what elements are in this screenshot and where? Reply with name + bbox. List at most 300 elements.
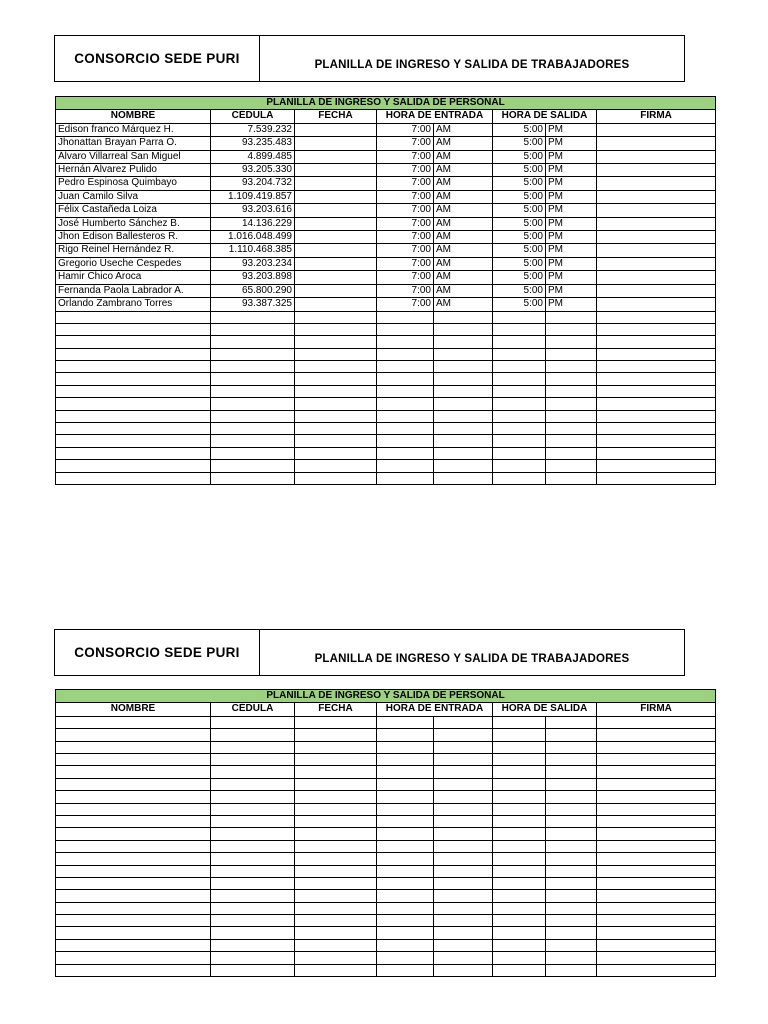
cell-nombre — [56, 336, 211, 348]
cell-entrada-ampm: AM — [434, 123, 493, 136]
cell-salida-ampm: PM — [546, 217, 597, 230]
empty-row — [56, 729, 716, 741]
cell-cedula: 14.136.229 — [211, 217, 295, 230]
cell-salida-ampm — [546, 778, 597, 790]
cell-nombre: Jhon Edison Ballesteros R. — [56, 231, 211, 244]
table-row — [56, 164, 716, 177]
empty-row — [56, 927, 716, 939]
empty-row — [56, 741, 716, 753]
cell-entrada: 7:00 — [377, 271, 434, 284]
cell-nombre — [56, 828, 211, 840]
cell-entrada-ampm: AM — [434, 190, 493, 203]
cell-salida-ampm — [546, 791, 597, 803]
empty-row — [56, 915, 716, 927]
cell-firma — [597, 231, 716, 244]
cell-salida — [493, 336, 546, 348]
cell-salida — [493, 803, 546, 815]
cell-entrada-ampm — [434, 964, 493, 976]
cell-nombre — [56, 398, 211, 410]
cell-entrada — [377, 927, 434, 939]
cell-nombre: Pedro Espinosa Quimbayo — [56, 177, 211, 190]
cell-salida-ampm: PM — [546, 298, 597, 311]
cell-entrada: 7:00 — [377, 298, 434, 311]
col-header-salida: HORA DE SALIDA — [493, 703, 597, 716]
cell-nombre — [56, 729, 211, 741]
cell-salida — [493, 828, 546, 840]
cell-entrada-ampm: AM — [434, 164, 493, 177]
cell-cedula — [211, 729, 295, 741]
sheet2-header — [54, 629, 685, 676]
cell-cedula — [211, 952, 295, 964]
cell-salida-ampm — [546, 435, 597, 447]
cell-entrada-ampm — [434, 791, 493, 803]
empty-row — [56, 828, 716, 840]
cell-cedula: 93.387.325 — [211, 298, 295, 311]
cell-nombre — [56, 952, 211, 964]
empty-row — [56, 791, 716, 803]
cell-firma — [597, 766, 716, 778]
cell-firma — [597, 204, 716, 217]
cell-cedula — [211, 766, 295, 778]
cell-cedula — [211, 890, 295, 902]
cell-firma — [597, 257, 716, 270]
table-row — [56, 244, 716, 257]
cell-firma — [597, 435, 716, 447]
cell-nombre: Hamir Chico Aroca — [56, 271, 211, 284]
cell-entrada — [377, 877, 434, 889]
cell-cedula — [211, 410, 295, 422]
cell-cedula — [211, 423, 295, 435]
cell-salida-ampm — [546, 815, 597, 827]
cell-entrada — [377, 815, 434, 827]
cell-entrada-ampm — [434, 865, 493, 877]
cell-firma — [597, 791, 716, 803]
cell-cedula: 93.203.616 — [211, 204, 295, 217]
cell-salida-ampm: PM — [546, 123, 597, 136]
cell-salida-ampm — [546, 853, 597, 865]
cell-nombre — [56, 373, 211, 385]
cell-nombre — [56, 753, 211, 765]
cell-firma — [597, 741, 716, 753]
cell-cedula: 7.539.232 — [211, 123, 295, 136]
cell-firma — [597, 716, 716, 728]
column-header-row — [56, 110, 716, 123]
cell-salida: 5:00 — [493, 244, 546, 257]
cell-nombre — [56, 361, 211, 373]
cell-fecha — [295, 964, 377, 976]
attendance-table-2 — [55, 689, 716, 977]
cell-nombre: Orlando Zambrano Torres — [56, 298, 211, 311]
cell-salida — [493, 741, 546, 753]
empty-row — [56, 385, 716, 397]
cell-entrada: 7:00 — [377, 257, 434, 270]
cell-entrada — [377, 939, 434, 951]
cell-salida — [493, 311, 546, 323]
cell-salida-ampm — [546, 927, 597, 939]
cell-fecha — [295, 271, 377, 284]
cell-entrada — [377, 766, 434, 778]
cell-entrada — [377, 460, 434, 472]
empty-row — [56, 348, 716, 360]
cell-salida — [493, 791, 546, 803]
empty-row — [56, 766, 716, 778]
cell-entrada — [377, 361, 434, 373]
cell-entrada — [377, 373, 434, 385]
cell-entrada-ampm: AM — [434, 217, 493, 230]
cell-entrada: 7:00 — [377, 137, 434, 150]
cell-entrada: 7:00 — [377, 231, 434, 244]
cell-fecha — [295, 865, 377, 877]
cell-nombre — [56, 815, 211, 827]
cell-salida-ampm: PM — [546, 231, 597, 244]
cell-entrada — [377, 828, 434, 840]
cell-entrada — [377, 398, 434, 410]
cell-nombre — [56, 348, 211, 360]
cell-fecha — [295, 423, 377, 435]
cell-entrada-ampm: AM — [434, 177, 493, 190]
cell-entrada: 7:00 — [377, 190, 434, 203]
cell-entrada — [377, 778, 434, 790]
table-row — [56, 137, 716, 150]
cell-salida — [493, 964, 546, 976]
cell-entrada-ampm — [434, 840, 493, 852]
cell-cedula — [211, 398, 295, 410]
cell-cedula — [211, 472, 295, 484]
empty-row — [56, 890, 716, 902]
empty-row — [56, 423, 716, 435]
cell-nombre: Álvaro Villarreal San Miguel — [56, 150, 211, 163]
empty-row — [56, 435, 716, 447]
cell-entrada-ampm — [434, 766, 493, 778]
cell-entrada — [377, 348, 434, 360]
cell-salida-ampm: PM — [546, 177, 597, 190]
cell-fecha — [295, 791, 377, 803]
cell-entrada-ampm — [434, 741, 493, 753]
cell-nombre — [56, 447, 211, 459]
cell-entrada-ampm — [434, 336, 493, 348]
cell-nombre: Hernán Alvarez Pulido — [56, 164, 211, 177]
empty-row — [56, 336, 716, 348]
cell-entrada-ampm — [434, 472, 493, 484]
cell-salida: 5:00 — [493, 177, 546, 190]
cell-fecha — [295, 323, 377, 335]
document-title: PLANILLA DE INGRESO Y SALIDA DE TRABAJADORES — [314, 652, 630, 665]
cell-nombre — [56, 915, 211, 927]
cell-firma — [597, 915, 716, 927]
cell-entrada-ampm: AM — [434, 257, 493, 270]
cell-nombre — [56, 853, 211, 865]
cell-fecha — [295, 766, 377, 778]
cell-entrada-ampm — [434, 311, 493, 323]
cell-salida-ampm — [546, 865, 597, 877]
cell-entrada-ampm — [434, 915, 493, 927]
band-title: PLANILLA DE INGRESO Y SALIDA DE PERSONAL — [56, 97, 716, 110]
col-header-fecha: FECHA — [295, 703, 377, 716]
cell-firma — [597, 423, 716, 435]
cell-salida — [493, 815, 546, 827]
cell-cedula — [211, 348, 295, 360]
cell-nombre — [56, 741, 211, 753]
cell-fecha — [295, 336, 377, 348]
cell-salida-ampm: PM — [546, 137, 597, 150]
cell-fecha — [295, 217, 377, 230]
cell-salida: 5:00 — [493, 284, 546, 297]
cell-firma — [597, 244, 716, 257]
cell-firma — [597, 284, 716, 297]
cell-firma — [597, 398, 716, 410]
cell-fecha — [295, 398, 377, 410]
cell-cedula — [211, 385, 295, 397]
cell-nombre — [56, 964, 211, 976]
col-header-firma: FIRMA — [597, 110, 716, 123]
cell-firma — [597, 164, 716, 177]
cell-cedula — [211, 753, 295, 765]
empty-row — [56, 323, 716, 335]
cell-fecha — [295, 460, 377, 472]
cell-salida-ampm — [546, 729, 597, 741]
cell-cedula — [211, 323, 295, 335]
cell-cedula: 93.205.330 — [211, 164, 295, 177]
cell-firma — [597, 190, 716, 203]
cell-fecha — [295, 915, 377, 927]
cell-entrada-ampm: AM — [434, 204, 493, 217]
cell-cedula — [211, 336, 295, 348]
cell-salida — [493, 902, 546, 914]
col-header-entrada: HORA DE ENTRADA — [377, 110, 493, 123]
cell-nombre — [56, 423, 211, 435]
cell-salida-ampm — [546, 447, 597, 459]
empty-row — [56, 398, 716, 410]
cell-salida: 5:00 — [493, 150, 546, 163]
cell-fecha — [295, 716, 377, 728]
cell-entrada: 7:00 — [377, 244, 434, 257]
cell-salida: 5:00 — [493, 123, 546, 136]
cell-entrada — [377, 902, 434, 914]
cell-firma — [597, 840, 716, 852]
cell-nombre: Rigo Reinel Hernández R. — [56, 244, 211, 257]
cell-fecha — [295, 231, 377, 244]
cell-salida — [493, 435, 546, 447]
cell-salida-ampm — [546, 472, 597, 484]
cell-cedula — [211, 840, 295, 852]
cell-nombre — [56, 939, 211, 951]
col-header-cedula: CÉDULA — [211, 110, 295, 123]
cell-salida — [493, 877, 546, 889]
cell-firma — [597, 778, 716, 790]
empty-row — [56, 964, 716, 976]
cell-firma — [597, 828, 716, 840]
cell-cedula — [211, 902, 295, 914]
cell-entrada: 7:00 — [377, 217, 434, 230]
cell-firma — [597, 729, 716, 741]
cell-fecha — [295, 472, 377, 484]
cell-entrada-ampm — [434, 902, 493, 914]
cell-cedula — [211, 964, 295, 976]
cell-cedula: 1.110.468.385 — [211, 244, 295, 257]
cell-nombre — [56, 410, 211, 422]
cell-salida — [493, 853, 546, 865]
cell-salida-ampm — [546, 361, 597, 373]
cell-salida — [493, 472, 546, 484]
cell-salida-ampm: PM — [546, 257, 597, 270]
table-row — [56, 150, 716, 163]
table-row — [56, 271, 716, 284]
cell-salida — [493, 385, 546, 397]
cell-salida — [493, 348, 546, 360]
cell-fecha — [295, 778, 377, 790]
cell-fecha — [295, 927, 377, 939]
cell-fecha — [295, 137, 377, 150]
cell-salida: 5:00 — [493, 204, 546, 217]
cell-firma — [597, 460, 716, 472]
empty-row — [56, 877, 716, 889]
cell-salida: 5:00 — [493, 137, 546, 150]
cell-fecha — [295, 298, 377, 311]
cell-entrada-ampm: AM — [434, 244, 493, 257]
cell-entrada — [377, 865, 434, 877]
cell-entrada — [377, 423, 434, 435]
cell-nombre — [56, 435, 211, 447]
cell-salida: 5:00 — [493, 164, 546, 177]
cell-salida — [493, 410, 546, 422]
cell-firma — [597, 373, 716, 385]
cell-cedula: 4.899.485 — [211, 150, 295, 163]
cell-fecha — [295, 815, 377, 827]
cell-firma — [597, 361, 716, 373]
cell-cedula — [211, 778, 295, 790]
cell-entrada: 7:00 — [377, 150, 434, 163]
cell-fecha — [295, 373, 377, 385]
table-row — [56, 190, 716, 203]
cell-entrada — [377, 915, 434, 927]
cell-fecha — [295, 385, 377, 397]
cell-nombre — [56, 902, 211, 914]
cell-entrada-ampm: AM — [434, 284, 493, 297]
cell-firma — [597, 865, 716, 877]
cell-salida-ampm: PM — [546, 284, 597, 297]
cell-fecha — [295, 447, 377, 459]
table-row — [56, 298, 716, 311]
cell-firma — [597, 803, 716, 815]
cell-cedula — [211, 853, 295, 865]
cell-fecha — [295, 890, 377, 902]
cell-nombre — [56, 877, 211, 889]
cell-salida — [493, 398, 546, 410]
cell-entrada — [377, 803, 434, 815]
cell-entrada — [377, 447, 434, 459]
cell-nombre — [56, 323, 211, 335]
empty-row — [56, 472, 716, 484]
cell-salida: 5:00 — [493, 271, 546, 284]
table-row — [56, 284, 716, 297]
cell-nombre — [56, 890, 211, 902]
table-row — [56, 257, 716, 270]
cell-entrada-ampm — [434, 952, 493, 964]
cell-nombre: Gregorio Useche Cespedes — [56, 257, 211, 270]
cell-cedula — [211, 716, 295, 728]
cell-salida-ampm — [546, 336, 597, 348]
cell-entrada — [377, 472, 434, 484]
cell-cedula: 93.204.732 — [211, 177, 295, 190]
cell-salida-ampm — [546, 840, 597, 852]
cell-entrada — [377, 729, 434, 741]
col-header-cedula: CÉDULA — [211, 703, 295, 716]
cell-firma — [597, 385, 716, 397]
empty-row — [56, 373, 716, 385]
cell-entrada — [377, 741, 434, 753]
cell-salida — [493, 890, 546, 902]
cell-salida: 5:00 — [493, 231, 546, 244]
cell-salida — [493, 447, 546, 459]
cell-nombre — [56, 766, 211, 778]
empty-row — [56, 939, 716, 951]
cell-entrada-ampm — [434, 803, 493, 815]
cell-entrada: 7:00 — [377, 204, 434, 217]
cell-salida — [493, 778, 546, 790]
cell-salida-ampm — [546, 348, 597, 360]
cell-firma — [597, 271, 716, 284]
cell-fecha — [295, 902, 377, 914]
cell-fecha — [295, 361, 377, 373]
cell-entrada — [377, 716, 434, 728]
cell-salida-ampm — [546, 890, 597, 902]
cell-entrada — [377, 385, 434, 397]
cell-entrada — [377, 336, 434, 348]
cell-salida: 5:00 — [493, 298, 546, 311]
cell-nombre — [56, 472, 211, 484]
cell-entrada — [377, 952, 434, 964]
cell-salida — [493, 323, 546, 335]
cell-salida-ampm — [546, 877, 597, 889]
cell-salida-ampm: PM — [546, 164, 597, 177]
cell-firma — [597, 177, 716, 190]
cell-firma — [597, 298, 716, 311]
cell-salida-ampm — [546, 716, 597, 728]
cell-nombre: Félix Castañeda Loiza — [56, 204, 211, 217]
cell-entrada — [377, 323, 434, 335]
cell-entrada-ampm: AM — [434, 150, 493, 163]
cell-cedula — [211, 939, 295, 951]
cell-fecha — [295, 177, 377, 190]
cell-entrada-ampm — [434, 778, 493, 790]
table-row — [56, 123, 716, 136]
cell-cedula — [211, 865, 295, 877]
cell-cedula: 93.203.898 — [211, 271, 295, 284]
cell-nombre — [56, 803, 211, 815]
cell-cedula — [211, 435, 295, 447]
cell-nombre — [56, 716, 211, 728]
cell-fecha — [295, 853, 377, 865]
cell-cedula — [211, 803, 295, 815]
empty-row — [56, 840, 716, 852]
document-title: PLANILLA DE INGRESO Y SALIDA DE TRABAJADORES — [314, 58, 630, 71]
cell-salida-ampm — [546, 902, 597, 914]
cell-salida-ampm — [546, 423, 597, 435]
cell-salida-ampm — [546, 753, 597, 765]
cell-salida-ampm — [546, 803, 597, 815]
cell-salida-ampm: PM — [546, 204, 597, 217]
empty-row — [56, 460, 716, 472]
cell-firma — [597, 472, 716, 484]
cell-cedula: 93.235.483 — [211, 137, 295, 150]
cell-fecha — [295, 284, 377, 297]
cell-entrada — [377, 753, 434, 765]
cell-firma — [597, 952, 716, 964]
cell-cedula — [211, 311, 295, 323]
cell-salida — [493, 766, 546, 778]
cell-nombre — [56, 840, 211, 852]
cell-salida-ampm — [546, 741, 597, 753]
